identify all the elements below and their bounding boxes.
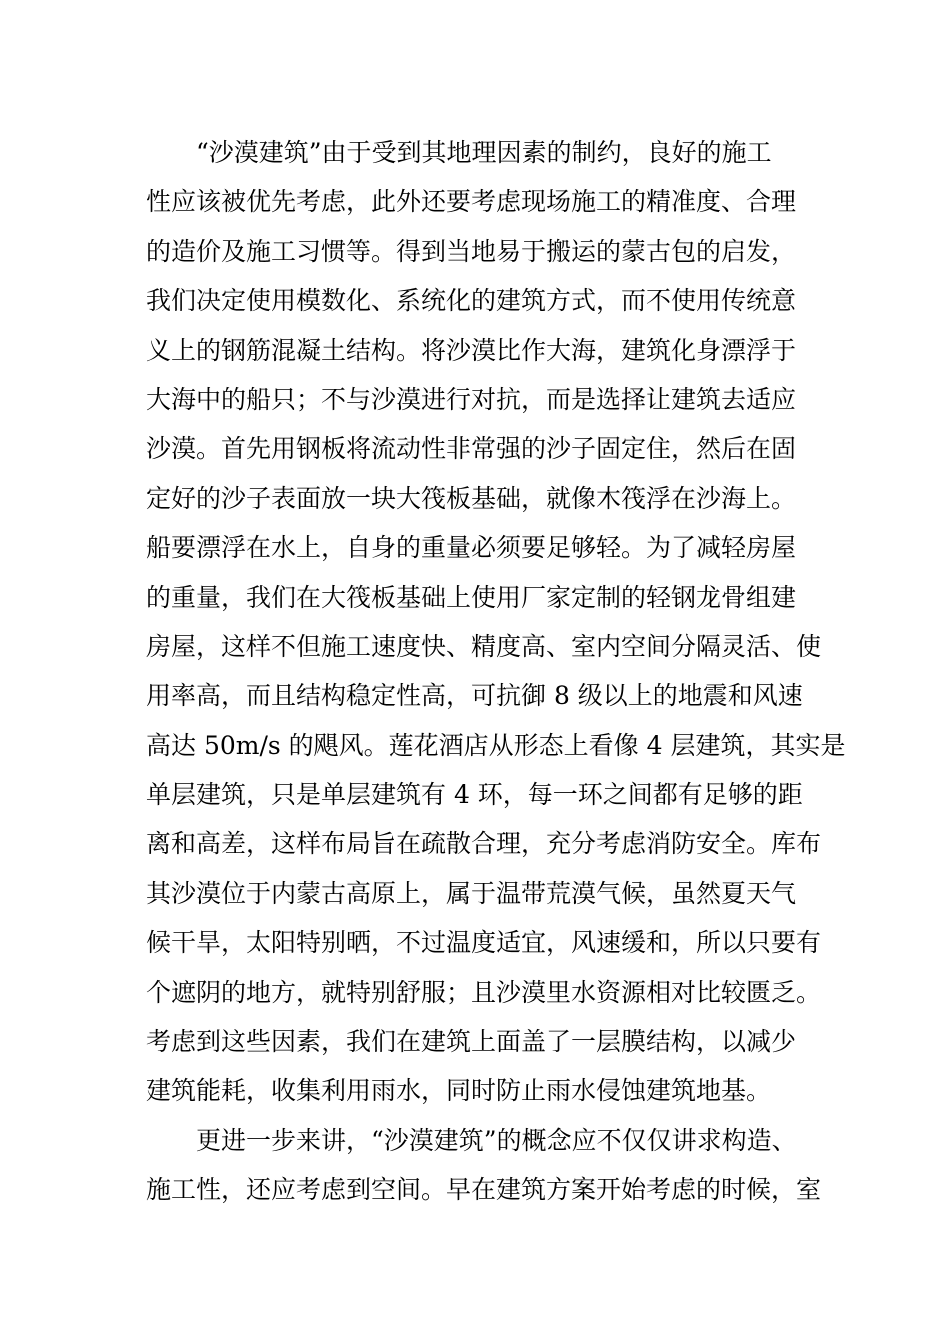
paragraph-line: 的造价及施工习惯等。得到当地易于搬运的蒙古包的启发， (146, 236, 797, 266)
paragraph-line: 单层建筑，只是单层建筑有 4 环，每一环之间都有足够的距 (146, 780, 803, 810)
paragraph-line: 定好的沙子表面放一块大筏板基础，就像木筏浮在沙海上。 (146, 483, 797, 513)
body-text (146, 128, 846, 1215)
paragraph-line: 施工性，还应考虑到空间。早在建筑方案开始考虑的时候，室 (146, 1175, 822, 1205)
paragraph-line: 沙漠。首先用钢板将流动性非常强的沙子固定住，然后在固 (146, 434, 797, 464)
paragraph-line: “沙漠建筑”由于受到其地理因素的制约，良好的施工 (196, 138, 772, 167)
paragraph-line: 大海中的船只；不与沙漠进行对抗，而是选择让建筑去适应 (146, 384, 797, 414)
paragraph-line: 其沙漠位于内蒙古高原上，属于温带荒漠气候，虽然夏天气 (146, 878, 797, 908)
paragraph-line: 的重量，我们在大筏板基础上使用厂家定制的轻钢龙骨组建 (146, 582, 797, 612)
paragraph-line: 义上的钢筋混凝土结构。将沙漠比作大海，建筑化身漂浮于 (146, 335, 797, 365)
paragraph-line: 离和高差，这样布局旨在疏散合理，充分考虑消防安全。库布 (146, 829, 822, 859)
paragraph-line: 候干旱，太阳特别晒，不过温度适宜，风速缓和，所以只要有 (146, 928, 822, 958)
paragraph-line: 建筑能耗，收集利用雨水，同时防止雨水侵蚀建筑地基。 (146, 1076, 772, 1106)
paragraph-line: 高达 50m/s 的飓风。莲花酒店从形态上看像 4 层建筑，其实是 (146, 730, 846, 760)
paragraph-line: 我们决定使用模数化、系统化的建筑方式，而不使用传统意 (146, 286, 797, 316)
paragraph-line: 用率高，而且结构稳定性高，可抗御 8 级以上的地震和风速 (146, 681, 803, 711)
paragraph-line: 船要漂浮在水上，自身的重量必须要足够轻。为了减轻房屋 (146, 533, 797, 563)
paragraph-line: 性应该被优先考虑，此外还要考虑现场施工的精准度、合理 (146, 187, 797, 217)
paragraph-line: 更进一步来讲，“沙漠建筑”的概念应不仅仅讲求构造、 (196, 1125, 797, 1155)
paragraph-line: 考虑到这些因素，我们在建筑上面盖了一层膜结构，以减少 (146, 1027, 797, 1057)
paragraph-line: 个遮阴的地方，就特别舒服；且沙漠里水资源相对比较匮乏。 (146, 977, 822, 1007)
paragraph-line: 房屋，这样不但施工速度快、精度高、室内空间分隔灵活、使 (146, 631, 822, 661)
